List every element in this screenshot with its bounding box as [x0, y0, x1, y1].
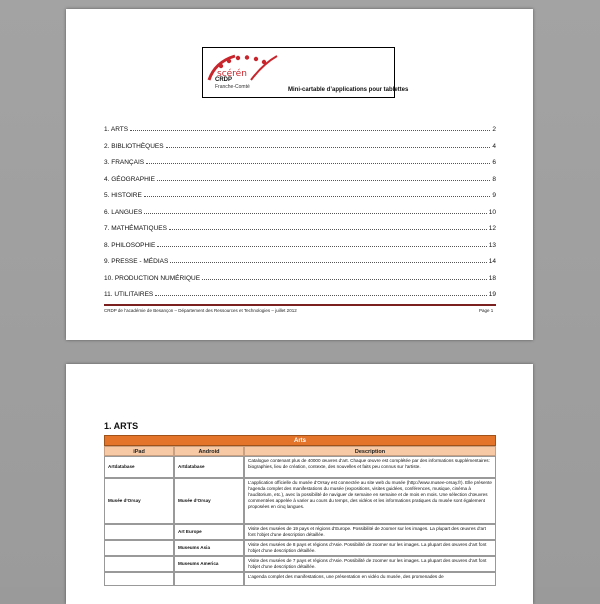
- table-row: [104, 478, 496, 524]
- toc-leader-dots: [144, 196, 491, 197]
- cell-android: Art Europe: [174, 524, 244, 540]
- toc-entry[interactable]: [104, 189, 496, 199]
- toc-entry-label: 6. LANGUES: [104, 208, 143, 216]
- toc-entry-label: 5. HISTOIRE: [104, 192, 142, 199]
- table-row: [104, 556, 496, 572]
- toc-leader-dots: [202, 279, 487, 280]
- toc-entry[interactable]: [104, 156, 496, 166]
- document-subtitle: Mini-cartable d’applications pour tablettes: [288, 87, 409, 93]
- page-2: [66, 364, 533, 604]
- cell-ipad: [104, 540, 174, 556]
- footer-rule: [104, 304, 496, 306]
- cell-description: Visite des musées de 19 pays et régions d’Europe. Possibilité de zoomer sur les images. La plupart des œuvres d’art font l’objet d’une description détaillée.: [244, 524, 496, 540]
- cell-description: Catalogue contenant plus de 40000 œuvres d’art. Chaque œuvre est complétée par des informations supplémentaires: biographies, lieu de création, contexte, des nouvelles et faits peu connus sur l’artiste.: [244, 456, 496, 478]
- toc-entry-page: 9: [492, 192, 496, 199]
- toc-entry[interactable]: [104, 173, 496, 183]
- table-row: [104, 456, 496, 478]
- toc-entry[interactable]: [104, 288, 496, 298]
- toc-entry[interactable]: [104, 255, 496, 265]
- toc-leader-dots: [155, 295, 487, 296]
- toc-leader-dots: [157, 180, 490, 181]
- footer-text: CRDP de l’académie de Besançon – Département des Ressources et Technologies – juillet 2012: [104, 308, 297, 313]
- table-row: [104, 540, 496, 556]
- toc-entry[interactable]: [104, 272, 496, 282]
- logo-box: [202, 47, 409, 98]
- toc-entry-page: 19: [488, 291, 496, 298]
- toc-entry-label: 2. BIBLIOTHÈQUES: [104, 142, 164, 150]
- toc-leader-dots: [130, 130, 490, 131]
- cell-android: Musée d’Orsay: [174, 478, 244, 524]
- toc-leader-dots: [166, 147, 491, 148]
- cell-android: Museums America: [174, 556, 244, 572]
- column-header-description: Description: [244, 446, 496, 456]
- toc-entry-label: 8. PHILOSOPHIE: [104, 241, 156, 249]
- toc-leader-dots: [144, 213, 486, 214]
- toc-entry-label: 1. ARTS: [104, 126, 129, 133]
- toc-entry-label: 7. MATHÉMATIQUES: [104, 225, 167, 232]
- page-1: [66, 9, 533, 340]
- toc-entry-page: 8: [492, 175, 496, 183]
- footer-page-number: Page 1: [479, 308, 494, 313]
- cell-ipad: [104, 524, 174, 540]
- table-row: [104, 524, 496, 540]
- cell-description: L’application officielle du musée d’Orsay est connectée au site web du musée (http://www.musee-orsay.fr). Elle présente l’agenda complet des manifestations du musée (expositions, visites guidées, conférences, musique, cinéma à l’auditorium, etc.), avec la possibilité de naviguer de semaine en semaine et de mois en mois. Une sélection d’œuvres commentées appelée à varier au cours du temps, des vidéos et les informations pratiques du musée sont également proposées en cinq langues.: [244, 478, 496, 524]
- toc-entry-page: 6: [492, 159, 496, 166]
- toc-entry-page: 14: [488, 258, 496, 265]
- toc-entry-page: 13: [488, 241, 496, 249]
- toc-leader-dots: [170, 262, 486, 263]
- cell-ipad: [104, 556, 174, 572]
- toc-entry[interactable]: [104, 222, 496, 232]
- toc-entry-page: 2: [492, 126, 496, 133]
- toc-entry[interactable]: [104, 140, 496, 150]
- toc-entry-label: 4. GÉOGRAPHIE: [104, 175, 155, 183]
- toc-leader-dots: [146, 163, 490, 164]
- logo-brand: scérén: [217, 69, 247, 79]
- cell-android: Artdatabase: [174, 456, 244, 478]
- logo-region: Franche-Comté: [215, 84, 250, 90]
- toc-entry-page: 12: [488, 225, 496, 232]
- toc-entry-label: 10. PRODUCTION NUMÉRIQUE: [104, 274, 201, 282]
- column-header-android: Android: [174, 446, 244, 456]
- cell-ipad: Musée d’Orsay: [104, 478, 174, 524]
- cell-description: Visite des musées de 7 pays et régions d’Asie. Possibilité de zoomer sur les images. La plupart des œuvres d’art font l’objet d’une description détaillée.: [244, 556, 496, 572]
- column-header-ipad: iPad: [104, 446, 174, 456]
- section-title: 1. ARTS: [104, 421, 139, 431]
- toc-entry-page: 18: [488, 274, 496, 282]
- toc-entry-label: 9. PRESSE - MÉDIAS: [104, 258, 169, 265]
- logo-org: CRDP: [215, 77, 233, 83]
- toc-leader-dots: [157, 246, 486, 247]
- cell-description: Visite des musées de 8 pays et régions d’Asie. Possibilité de zoomer sur les images. La plupart des œuvres d’art font l’objet d’une description détaillée.: [244, 540, 496, 556]
- toc-entry[interactable]: [104, 206, 496, 216]
- table-column-headers: [104, 446, 496, 456]
- toc-entry-label: 3. FRANÇAIS: [104, 159, 145, 166]
- toc-leader-dots: [169, 229, 487, 230]
- toc-entry-page: 10: [488, 208, 496, 216]
- table-row: [104, 572, 496, 586]
- toc-entry-label: 11. UTILITAIRES: [104, 291, 154, 298]
- cell-android: Museums Asia: [174, 540, 244, 556]
- cell-description: L’agenda complet des manifestations, une présentation en vidéo du musée, des promenades de: [244, 572, 496, 586]
- cell-ipad: [104, 572, 174, 586]
- toc-entry[interactable]: [104, 239, 496, 249]
- cell-ipad: Artdatabase: [104, 456, 174, 478]
- cell-android: [174, 572, 244, 586]
- toc-entry[interactable]: [104, 123, 496, 133]
- toc-entry-page: 4: [492, 142, 496, 150]
- table-title: Arts: [104, 435, 496, 446]
